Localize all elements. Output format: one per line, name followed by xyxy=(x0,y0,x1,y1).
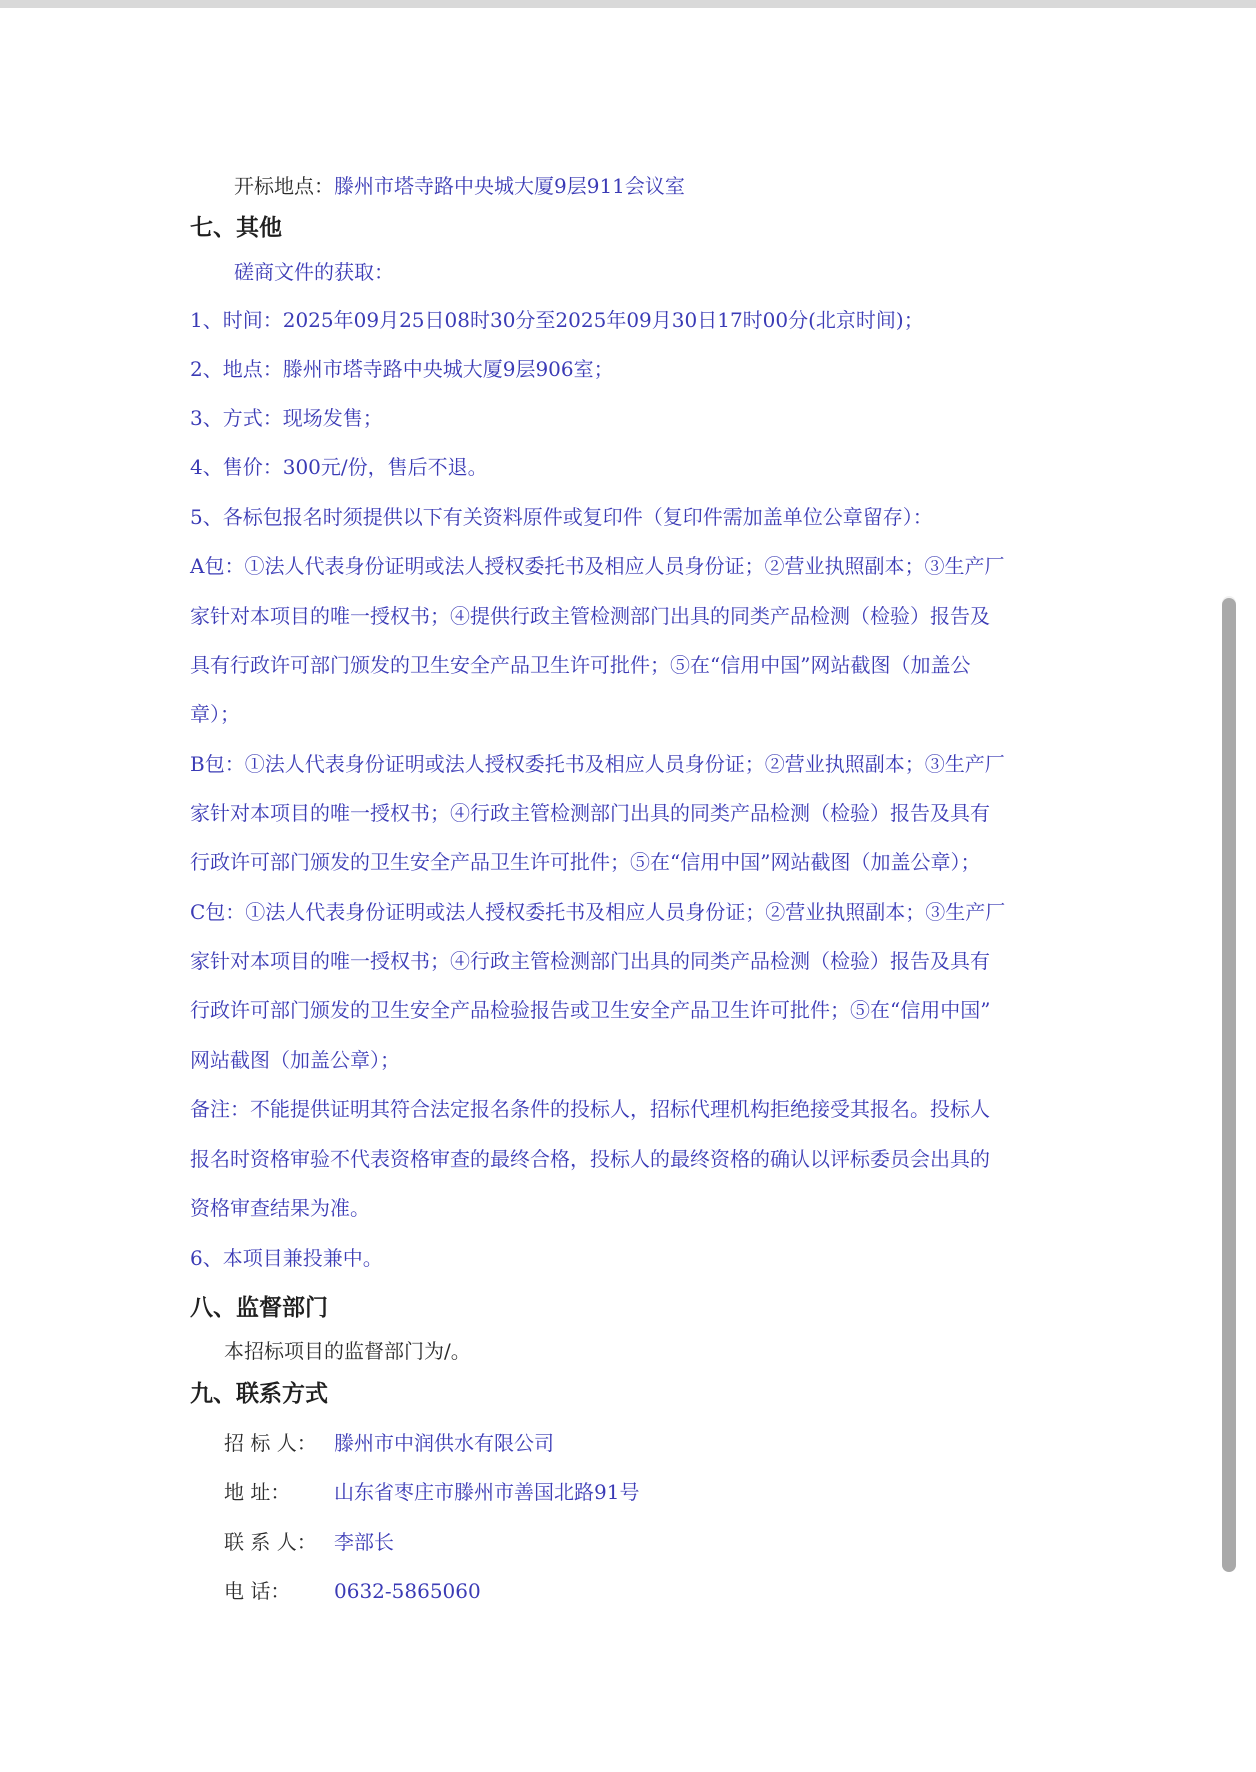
package-a-line-1: A包：①法人代表身份证明或法人授权委托书及相应人员身份证；②营业执照副本；③生产厂 xyxy=(190,554,1005,578)
section-7-intro: 磋商文件的获取： xyxy=(234,260,394,284)
note-line-2: 报名时资格审验不代表资格审查的最终合格，投标人的最终资格的确认以评标委员会出具的 xyxy=(190,1147,990,1171)
item-3-value: 现场发售； xyxy=(282,406,383,430)
contact-row-person xyxy=(224,1530,394,1554)
contact-label: 地 址： xyxy=(224,1480,291,1504)
opening-place-value: 滕州市塔寺路中央城大厦9层911会议室 xyxy=(334,174,685,198)
scrollbar-thumb[interactable] xyxy=(1222,598,1236,1572)
contact-row-tenderer xyxy=(224,1431,554,1455)
item-5-line: 5、各标包报名时须提供以下有关资料原件或复印件（复印件需加盖单位公章留存）： xyxy=(190,505,933,529)
item-1-value: 2025年09月25日08时30分至2025年09月30日17时00分(北京时间)； xyxy=(282,308,924,332)
item-4-label: 4、售价： xyxy=(190,455,283,479)
section-8-text: 本招标项目的监督部门为/。 xyxy=(224,1339,471,1363)
contact-label: 联 系 人： xyxy=(224,1530,317,1554)
package-c-line-3: 行政许可部门颁发的卫生安全产品检验报告或卫生安全产品卫生许可批件；⑤在“信用中国” xyxy=(190,998,991,1022)
item-4-line xyxy=(190,455,488,479)
item-1-line xyxy=(190,308,924,332)
package-b-line-3: 行政许可部门颁发的卫生安全产品卫生许可批件；⑤在“信用中国”网站截图（加盖公章）； xyxy=(190,850,981,874)
package-c-line-4: 网站截图（加盖公章）； xyxy=(190,1048,400,1072)
item-2-value: 滕州市塔寺路中央城大厦9层906室； xyxy=(282,357,614,381)
section-9-heading: 九、联系方式 xyxy=(190,1381,328,1407)
contact-label: 电 话： xyxy=(224,1579,291,1603)
item-3-label: 3、方式： xyxy=(190,406,283,430)
item-3-line xyxy=(190,406,383,430)
package-a-line-2: 家针对本项目的唯一授权书；④提供行政主管检测部门出具的同类产品检测（检验）报告及 xyxy=(190,604,990,628)
contact-label: 招 标 人： xyxy=(224,1431,317,1455)
note-line-1: 备注：不能提供证明其符合法定报名条件的投标人，招标代理机构拒绝接受其报名。投标人 xyxy=(190,1097,990,1121)
package-b-line-1: B包：①法人代表身份证明或法人授权委托书及相应人员身份证；②营业执照副本；③生产厂 xyxy=(190,752,1005,776)
package-c-line-1: C包：①法人代表身份证明或法人授权委托书及相应人员身份证；②营业执照副本；③生产厂 xyxy=(190,900,1006,924)
item-2-label: 2、地点： xyxy=(190,357,283,381)
item-1-label: 1、时间： xyxy=(190,308,283,332)
contact-row-phone xyxy=(224,1579,481,1603)
contact-value: 山东省枣庄市滕州市善国北路91号 xyxy=(334,1480,640,1504)
item-6-line: 6、本项目兼投兼中。 xyxy=(190,1246,383,1270)
contact-value: 0632-5865060 xyxy=(334,1579,481,1603)
item-4-value: 300元/份，售后不退。 xyxy=(282,455,488,479)
opening-place-label: 开标地点： xyxy=(234,174,334,198)
contact-value: 李部长 xyxy=(334,1530,394,1554)
section-7-heading: 七、其他 xyxy=(190,215,282,241)
package-a-line-3: 具有行政许可部门颁发的卫生安全产品卫生许可批件；⑤在“信用中国”网站截图（加盖公 xyxy=(190,653,971,677)
package-a-line-4: 章）； xyxy=(190,702,240,726)
contact-value: 滕州市中润供水有限公司 xyxy=(334,1431,554,1455)
item-2-line xyxy=(190,357,614,381)
note-line-3: 资格审查结果为准。 xyxy=(190,1196,370,1220)
contact-row-address xyxy=(224,1480,639,1504)
package-b-line-2: 家针对本项目的唯一授权书；④行政主管检测部门出具的同类产品检测（检验）报告及具有 xyxy=(190,801,990,825)
package-c-line-2: 家针对本项目的唯一授权书；④行政主管检测部门出具的同类产品检测（检验）报告及具有 xyxy=(190,949,990,973)
opening-place-line xyxy=(234,174,685,198)
section-8-heading: 八、监督部门 xyxy=(190,1295,328,1321)
